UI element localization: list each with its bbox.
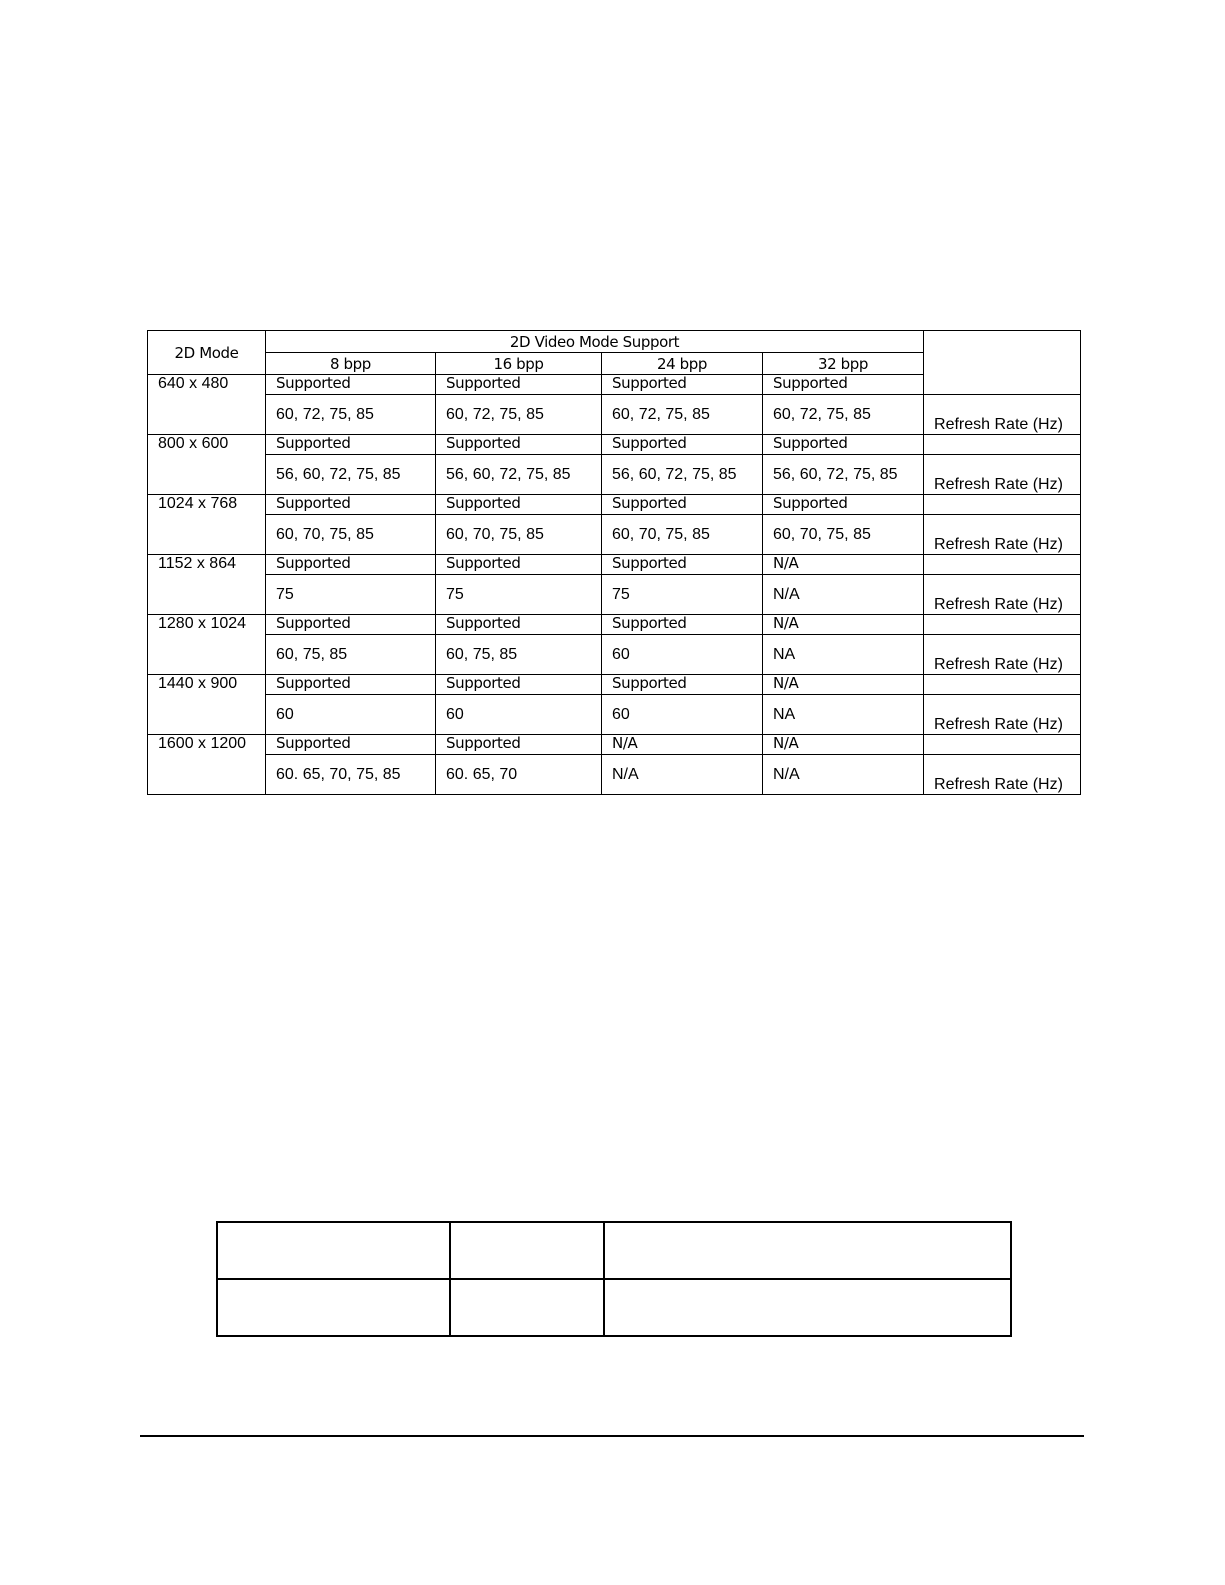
signature-table: [216, 1221, 1012, 1337]
rate-cell: NA: [763, 695, 924, 735]
support-cell: Supported: [602, 375, 763, 395]
rate-label-cell: Refresh Rate (Hz): [924, 755, 1081, 795]
support-row: [148, 495, 1081, 515]
blank-label-cell: [924, 675, 1081, 695]
support-cell: Supported: [602, 555, 763, 575]
support-row: [148, 615, 1081, 635]
mode-cell: 1152 x 864: [148, 555, 266, 615]
signature-row: [217, 1279, 1011, 1336]
support-cell: Supported: [436, 735, 602, 755]
support-row: [148, 675, 1081, 695]
rate-cell: 60, 70, 75, 85: [266, 515, 436, 555]
rate-row: [148, 755, 1081, 795]
rate-row: [148, 515, 1081, 555]
support-cell: Supported: [266, 615, 436, 635]
signature-cell: [450, 1279, 604, 1336]
rate-cell: 75: [602, 575, 763, 615]
rate-label-cell: Refresh Rate (Hz): [924, 395, 1081, 435]
rate-cell: 60: [266, 695, 436, 735]
support-cell: Supported: [436, 555, 602, 575]
support-cell: Supported: [266, 735, 436, 755]
support-cell: Supported: [602, 435, 763, 455]
rate-cell: 56, 60, 72, 75, 85: [266, 455, 436, 495]
rate-cell: NA: [763, 635, 924, 675]
mode-cell: 1440 x 900: [148, 675, 266, 735]
mode-cell: 640 x 480: [148, 375, 266, 435]
rate-cell: 60, 72, 75, 85: [763, 395, 924, 435]
rate-cell: 60, 75, 85: [436, 635, 602, 675]
rate-cell: 60, 70, 75, 85: [602, 515, 763, 555]
rate-row: [148, 395, 1081, 435]
footer-divider: [140, 1435, 1084, 1437]
rate-label-cell: Refresh Rate (Hz): [924, 635, 1081, 675]
rate-cell: 60: [436, 695, 602, 735]
signature-cell: [450, 1222, 604, 1279]
rate-cell: N/A: [763, 575, 924, 615]
rate-cell: 56, 60, 72, 75, 85: [763, 455, 924, 495]
rate-cell: 60. 65, 70: [436, 755, 602, 795]
signature-cell: [604, 1222, 1011, 1279]
rate-cell: 56, 60, 72, 75, 85: [436, 455, 602, 495]
rate-label-cell: Refresh Rate (Hz): [924, 575, 1081, 615]
blank-label-cell: [924, 495, 1081, 515]
support-row: [148, 435, 1081, 455]
support-cell: Supported: [436, 495, 602, 515]
rate-label-cell: Refresh Rate (Hz): [924, 515, 1081, 555]
rate-cell: N/A: [763, 755, 924, 795]
header-row-group: [148, 331, 1081, 353]
rate-cell: 60, 72, 75, 85: [602, 395, 763, 435]
mode-cell: 800 x 600: [148, 435, 266, 495]
rate-cell: 60: [602, 695, 763, 735]
mode-cell: 1024 x 768: [148, 495, 266, 555]
column-header: 24 bpp: [602, 353, 763, 375]
support-cell: Supported: [602, 675, 763, 695]
rate-cell: 60, 70, 75, 85: [763, 515, 924, 555]
support-cell: N/A: [763, 735, 924, 755]
rate-cell: 56, 60, 72, 75, 85: [602, 455, 763, 495]
blank-header-cell: [924, 331, 1081, 395]
rate-cell: 75: [436, 575, 602, 615]
column-header: 8 bpp: [266, 353, 436, 375]
blank-label-cell: [924, 615, 1081, 635]
support-cell: Supported: [266, 375, 436, 395]
signature-cell: [217, 1222, 450, 1279]
group-header: 2D Video Mode Support: [266, 331, 924, 353]
support-cell: Supported: [266, 435, 436, 455]
support-cell: Supported: [436, 375, 602, 395]
rate-cell: 75: [266, 575, 436, 615]
blank-label-cell: [924, 555, 1081, 575]
rate-label-cell: Refresh Rate (Hz): [924, 455, 1081, 495]
support-cell: Supported: [436, 435, 602, 455]
support-cell: Supported: [763, 375, 924, 395]
mode-cell: 1280 x 1024: [148, 615, 266, 675]
support-cell: Supported: [763, 495, 924, 515]
support-cell: N/A: [602, 735, 763, 755]
blank-label-cell: [924, 735, 1081, 755]
signature-cell: [217, 1279, 450, 1336]
rate-cell: N/A: [602, 755, 763, 795]
support-cell: Supported: [266, 495, 436, 515]
rate-cell: 60, 72, 75, 85: [436, 395, 602, 435]
video-mode-table: [147, 330, 1081, 795]
rate-label-cell: Refresh Rate (Hz): [924, 695, 1081, 735]
support-cell: Supported: [436, 615, 602, 635]
signature-row: [217, 1222, 1011, 1279]
support-cell: N/A: [763, 615, 924, 635]
column-header: 16 bpp: [436, 353, 602, 375]
rate-cell: 60. 65, 70, 75, 85: [266, 755, 436, 795]
support-cell: Supported: [266, 675, 436, 695]
rate-cell: 60, 70, 75, 85: [436, 515, 602, 555]
rate-row: [148, 575, 1081, 615]
rate-cell: 60, 75, 85: [266, 635, 436, 675]
support-cell: Supported: [602, 495, 763, 515]
blank-label-cell: [924, 435, 1081, 455]
support-row: [148, 555, 1081, 575]
support-cell: N/A: [763, 555, 924, 575]
mode-cell: 1600 x 1200: [148, 735, 266, 795]
rate-row: [148, 455, 1081, 495]
corner-header: 2D Mode: [148, 331, 266, 375]
rate-row: [148, 635, 1081, 675]
support-cell: Supported: [436, 675, 602, 695]
signature-cell: [604, 1279, 1011, 1336]
rate-cell: 60, 72, 75, 85: [266, 395, 436, 435]
support-cell: Supported: [763, 435, 924, 455]
support-row: [148, 735, 1081, 755]
support-cell: N/A: [763, 675, 924, 695]
column-header: 32 bpp: [763, 353, 924, 375]
support-cell: Supported: [602, 615, 763, 635]
rate-row: [148, 695, 1081, 735]
support-cell: Supported: [266, 555, 436, 575]
rate-cell: 60: [602, 635, 763, 675]
